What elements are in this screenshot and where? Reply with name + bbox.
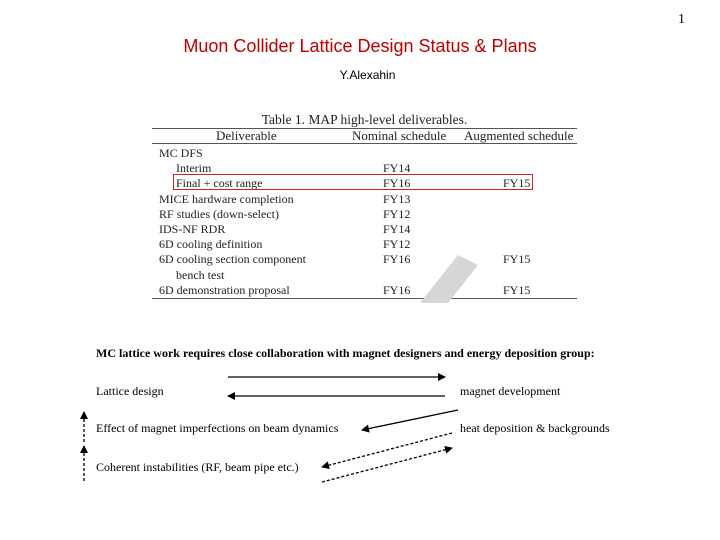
nominal-cell: FY16 [383,282,411,297]
deliverable-cell: MICE hardware completion [159,191,294,206]
lattice-design-label: Lattice design [96,384,164,398]
author: Y.Alexahin [339,68,396,82]
nominal-cell: FY12 [383,237,411,252]
deliverable-cell: RF studies (down-select) [159,206,279,221]
coherent-instabilities-label: Coherent instabilities (RF, beam pipe etc.) [96,460,299,474]
deliverable-cell: 6D cooling section component [159,252,306,267]
deliverable-cell: 6D cooling definition [159,237,263,252]
deliverable-cell: IDS-NF RDR [159,222,226,236]
heat-deposition-label: heat deposition & backgrounds [460,421,610,435]
deliverable-cell: 6D demonstration proposal [159,282,290,297]
slide-title: Muon Collider Lattice Design Status & Plans [183,36,537,56]
deliverable-cell: MC DFS [159,146,203,160]
deliverable-cell: Interim [176,161,212,176]
deliverable-cell: bench test [176,267,225,282]
magnet-development-label: magnet development [460,384,561,398]
arrow-instabilities-to-heat [322,448,452,482]
nominal-cell: FY16 [383,252,411,267]
table-caption: Table 1. MAP high-level deliverables. [261,112,468,127]
slide-number: 1 [678,12,685,27]
nominal-cell: FY16 [383,176,411,191]
nominal-cell: FY13 [383,191,411,206]
nominal-cell: FY14 [383,222,411,236]
magnet-imperfections-label: Effect of magnet imperfections on beam dynamics [96,421,339,435]
header-nominal: Nominal schedule [352,128,447,143]
deliverable-cell: Final + cost range [176,176,263,191]
header-augmented: Augmented schedule [464,128,574,143]
header-deliverable: Deliverable [216,128,277,143]
augmented-cell: FY15 [503,252,531,267]
collaboration-note: MC lattice work requires close collaboration with magnet designers and energy deposition group: [96,346,595,360]
augmented-cell: FY15 [503,176,531,191]
nominal-cell: FY12 [383,206,411,221]
arrow-magnet-to-imperfections [362,410,458,430]
augmented-cell: FY15 [503,282,531,297]
arrow-heat-to-instabilities [322,433,452,467]
nominal-cell: FY14 [383,161,411,176]
